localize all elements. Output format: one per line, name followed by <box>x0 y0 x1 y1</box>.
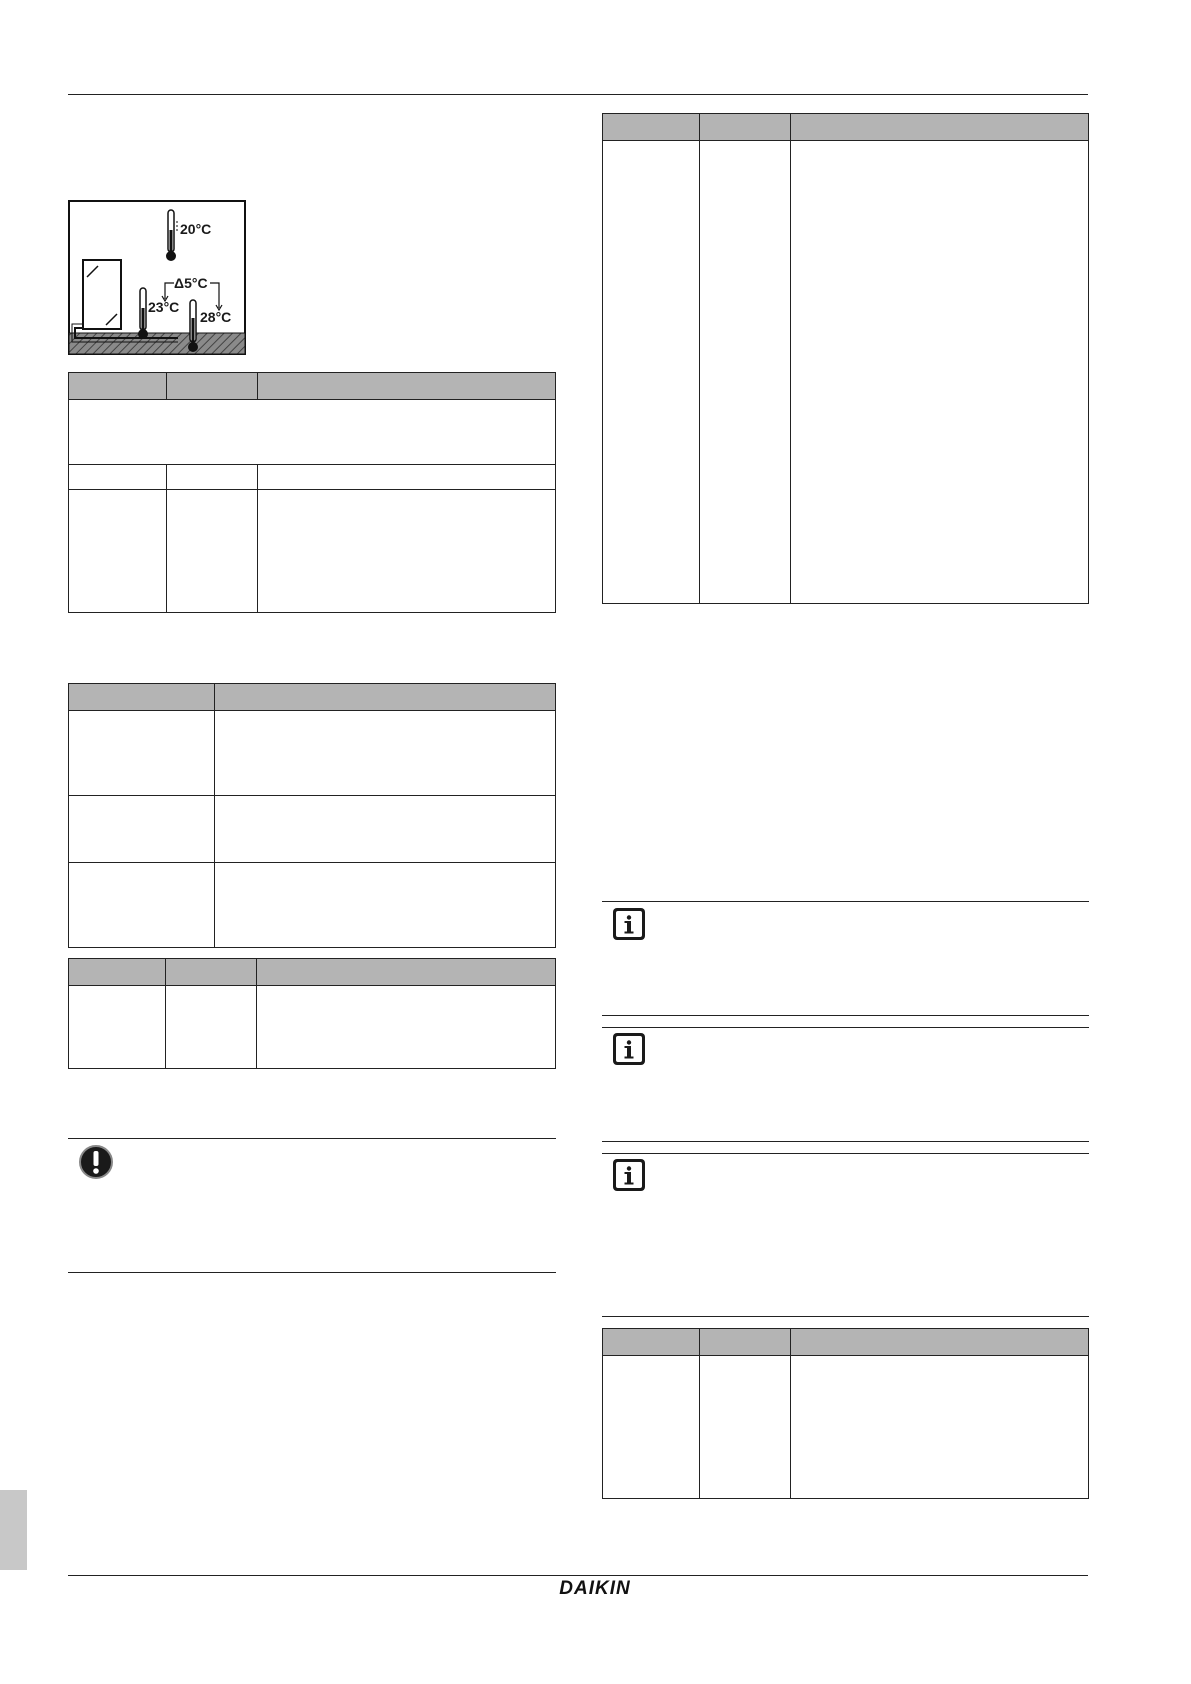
daikin-logo: DAIKIN <box>559 1578 631 1599</box>
warning-box-top-rule <box>68 1138 556 1139</box>
table-row <box>69 711 556 796</box>
table-row <box>69 796 556 863</box>
return-temperature-label: 23°C <box>148 299 180 315</box>
warning-box-bottom-rule <box>68 1272 556 1273</box>
table-row <box>69 465 556 490</box>
settings-table-3 <box>68 958 556 1069</box>
delta-temperature-label: Δ5°C <box>174 275 208 291</box>
info-box-3-bottom-rule <box>602 1316 1089 1317</box>
settings-table-1 <box>68 372 556 613</box>
table-row <box>69 400 556 465</box>
supply-temperature-label: 28°C <box>200 309 232 325</box>
footer-rule <box>68 1575 1088 1576</box>
table-row <box>603 141 1089 604</box>
info-icon <box>612 907 646 941</box>
info-icon <box>612 1032 646 1066</box>
underfloor-heating-figure <box>68 200 246 355</box>
settings-table-2 <box>68 683 556 948</box>
table-row <box>603 1356 1089 1499</box>
info-box-1-bottom-rule <box>602 1015 1089 1016</box>
table-row <box>69 490 556 613</box>
table-header-row <box>603 1329 1089 1356</box>
table-header-row <box>69 373 556 400</box>
info-box-2-bottom-rule <box>602 1141 1089 1142</box>
info-box-1-top-rule <box>602 901 1089 902</box>
table-row <box>69 863 556 948</box>
table-header-row <box>69 684 556 711</box>
settings-table-5 <box>602 1328 1089 1499</box>
header-rule <box>68 94 1088 95</box>
info-box-3-top-rule <box>602 1153 1089 1154</box>
table-header-row <box>69 959 556 986</box>
info-icon <box>612 1158 646 1192</box>
warning-icon <box>78 1144 114 1180</box>
table-row <box>69 986 556 1069</box>
room-temperature-label: 20°C <box>180 221 212 237</box>
table-header-row <box>603 114 1089 141</box>
info-box-2-top-rule <box>602 1027 1089 1028</box>
settings-table-4 <box>602 113 1089 604</box>
side-thumb-tab <box>0 1490 27 1570</box>
